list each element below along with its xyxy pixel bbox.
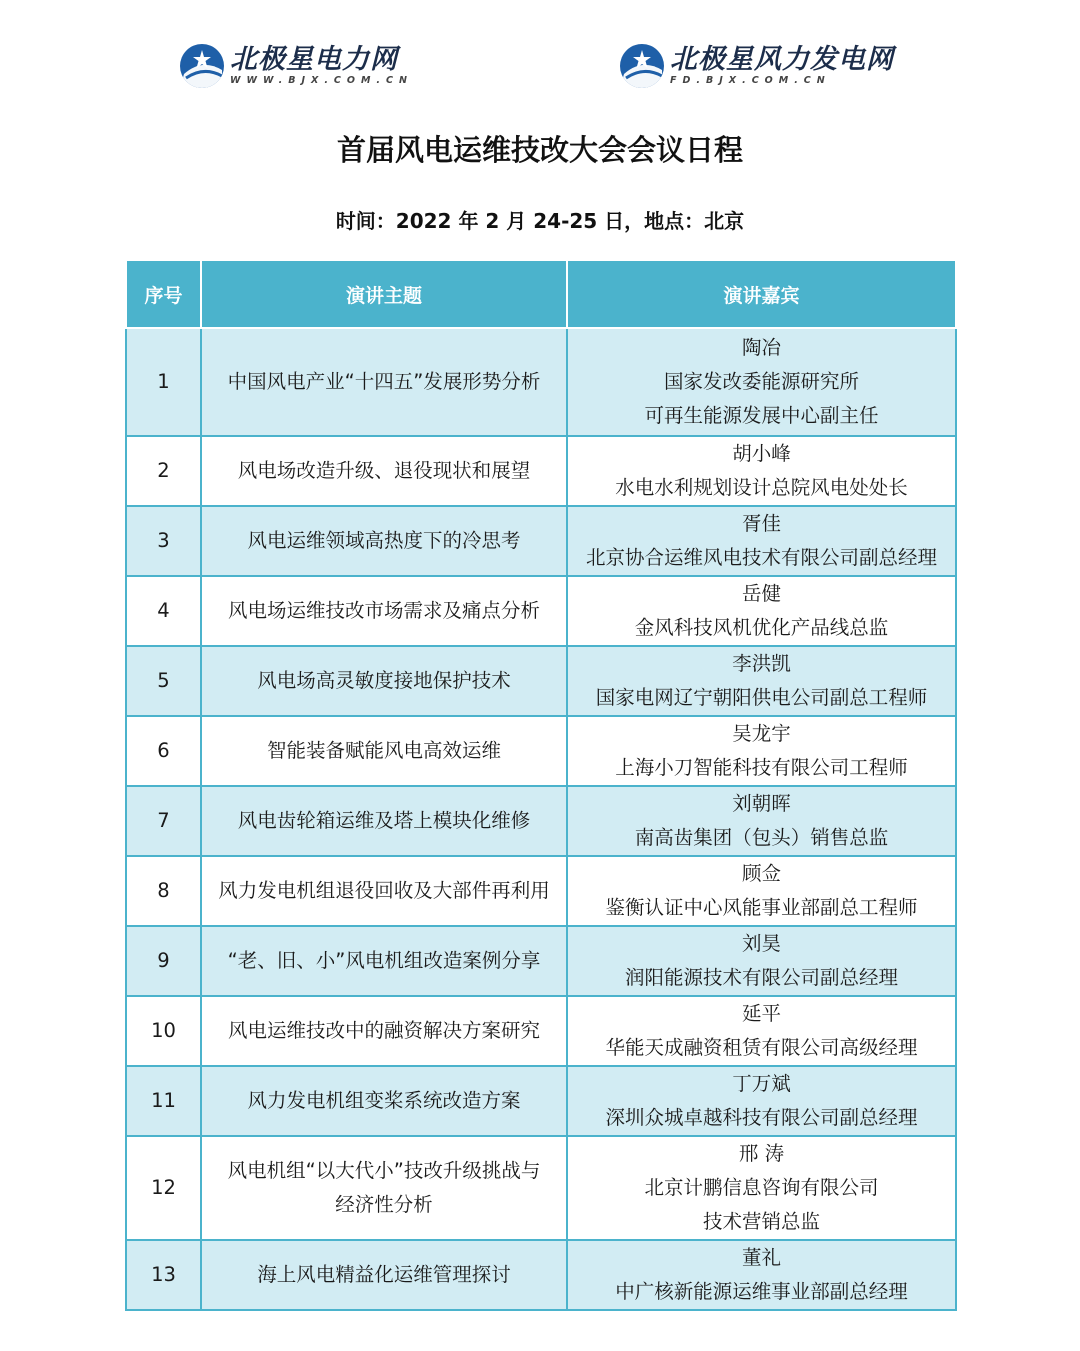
topic-line: 风电场改造升级、退役现状和展望 <box>237 459 531 482</box>
agenda-speaker <box>567 328 956 436</box>
speaker-title-line: 北京计鹏信息咨询有限公司 <box>644 1176 879 1199</box>
agenda-row <box>126 1240 956 1310</box>
agenda-number: 13 <box>126 1240 201 1310</box>
speaker-title-line: 深圳众城卓越科技有限公司副总经理 <box>605 1106 918 1129</box>
agenda-topic <box>201 926 567 996</box>
agenda-row <box>126 646 956 716</box>
star-globe-icon <box>620 44 664 88</box>
agenda-speaker <box>567 856 956 926</box>
speaker-title-line: 华能天成融资租赁有限公司高级经理 <box>605 1036 918 1059</box>
bjx-wind-logo[interactable] <box>620 44 894 88</box>
agenda-topic <box>201 716 567 786</box>
speaker-title-line: 金风科技风机优化产品线总监 <box>634 616 889 639</box>
agenda-row <box>126 926 956 996</box>
agenda-number: 4 <box>126 576 201 646</box>
agenda-row <box>126 436 956 506</box>
topic-line: “老、旧、小”风电机组改造案例分享 <box>227 949 541 972</box>
topic-line: 风力发电机组变桨系统改造方案 <box>247 1089 521 1112</box>
speaker-title-line: 鉴衡认证中心风能事业部副总工程师 <box>605 896 918 919</box>
bjx-logo[interactable] <box>180 44 413 88</box>
topic-line: 风电运维领域高热度下的冷思考 <box>247 529 521 552</box>
topic-line: 风电运维技改中的融资解决方案研究 <box>227 1019 540 1042</box>
speaker-title-line: 可再生能源发展中心副主任 <box>644 404 879 427</box>
speaker-name: 岳健 <box>741 582 781 605</box>
agenda-speaker <box>567 1136 956 1240</box>
agenda-number: 12 <box>126 1136 201 1240</box>
topic-line: 风电机组“以大代小”技改升级挑战与 <box>227 1159 541 1182</box>
agenda-speaker <box>567 436 956 506</box>
speaker-title-line: 上海小刀智能科技有限公司工程师 <box>615 756 908 779</box>
agenda-number: 5 <box>126 646 201 716</box>
speaker-name: 顾佥 <box>741 862 781 885</box>
speaker-title-line: 国家发改委能源研究所 <box>663 370 859 393</box>
speaker-name: 胥佳 <box>741 512 781 535</box>
agenda-header-row <box>126 260 956 328</box>
speaker-title-line: 南高齿集团（包头）销售总监 <box>634 826 889 849</box>
topic-line: 中国风电产业“十四五”发展形势分析 <box>227 370 541 393</box>
agenda-speaker <box>567 996 956 1066</box>
agenda-topic <box>201 786 567 856</box>
topic-line: 风电场高灵敏度接地保护技术 <box>257 669 511 692</box>
agenda-speaker <box>567 1066 956 1136</box>
page-title: 首届风电运维技改大会会议日程 <box>336 133 743 167</box>
agenda-number: 8 <box>126 856 201 926</box>
agenda-speaker <box>567 786 956 856</box>
agenda-topic <box>201 506 567 576</box>
star-globe-icon <box>180 44 224 88</box>
agenda-topic <box>201 576 567 646</box>
agenda-topic <box>201 1136 567 1240</box>
header-speaker: 演讲嘉宾 <box>567 260 956 328</box>
agenda-number: 1 <box>126 328 201 436</box>
agenda-topic <box>201 436 567 506</box>
speaker-name: 延平 <box>741 1002 781 1025</box>
agenda-topic <box>201 1240 567 1310</box>
speaker-name: 丁万斌 <box>732 1072 791 1095</box>
event-time-location: 时间：2022 年 2 月 24-25 日，地点：北京 <box>335 209 745 233</box>
agenda-row <box>126 1066 956 1136</box>
speaker-title-line: 润阳能源技术有限公司副总经理 <box>624 966 898 989</box>
agenda-speaker <box>567 716 956 786</box>
speaker-title-line: 中广核新能源运维事业部副总经理 <box>615 1280 908 1303</box>
header-number: 序号 <box>126 260 201 328</box>
agenda-number: 6 <box>126 716 201 786</box>
agenda-number: 9 <box>126 926 201 996</box>
speaker-name: 董礼 <box>741 1246 781 1269</box>
topic-line: 智能装备赋能风电高效运维 <box>266 739 501 762</box>
speaker-name: 邢 涛 <box>738 1142 785 1165</box>
agenda-topic <box>201 996 567 1066</box>
speaker-title-line: 国家电网辽宁朝阳供电公司副总工程师 <box>595 686 928 709</box>
speaker-name: 李洪凯 <box>732 652 791 675</box>
agenda-topic <box>201 328 567 436</box>
agenda-number: 10 <box>126 996 201 1066</box>
agenda-row <box>126 786 956 856</box>
agenda-topic <box>201 646 567 716</box>
agenda-speaker <box>567 576 956 646</box>
agenda-row <box>126 328 956 436</box>
agenda-row <box>126 996 956 1066</box>
speaker-name: 胡小峰 <box>732 442 791 465</box>
agenda-speaker <box>567 1240 956 1310</box>
topic-line: 海上风电精益化运维管理探讨 <box>257 1263 511 1286</box>
topic-line: 风力发电机组退役回收及大部件再利用 <box>218 879 550 902</box>
agenda-number: 11 <box>126 1066 201 1136</box>
agenda-row <box>126 716 956 786</box>
speaker-name: 吴龙宇 <box>732 722 791 745</box>
agenda-row <box>126 1136 956 1240</box>
topic-line: 经济性分析 <box>335 1193 433 1216</box>
agenda-row <box>126 576 956 646</box>
agenda-speaker <box>567 926 956 996</box>
bjx-logo-url: WWW.BJX.COM.CN <box>230 75 413 87</box>
speaker-title-line: 北京协合运维风电技术有限公司副总经理 <box>585 546 937 569</box>
agenda-row <box>126 856 956 926</box>
speaker-title-line: 水电水利规划设计总院风电处处长 <box>615 476 908 499</box>
speaker-title-line: 技术营销总监 <box>702 1210 820 1233</box>
agenda-speaker <box>567 506 956 576</box>
agenda-row <box>126 506 956 576</box>
agenda-table <box>125 259 957 1311</box>
agenda-number: 2 <box>126 436 201 506</box>
bjx-wind-logo-name: 北极星风力发电网 <box>670 44 894 76</box>
topic-line: 风电场运维技改市场需求及痛点分析 <box>227 599 540 622</box>
bjx-logo-name: 北极星电力网 <box>230 44 398 76</box>
topic-line: 风电齿轮箱运维及塔上模块化维修 <box>237 809 531 832</box>
agenda-number: 3 <box>126 506 201 576</box>
agenda-topic <box>201 1066 567 1136</box>
bjx-wind-logo-url: FD.BJX.COM.CN <box>670 75 831 87</box>
agenda-speaker <box>567 646 956 716</box>
agenda-number: 7 <box>126 786 201 856</box>
agenda-topic <box>201 856 567 926</box>
speaker-name: 刘昊 <box>741 932 781 955</box>
speaker-name: 刘朝晖 <box>732 792 791 815</box>
header-topic: 演讲主题 <box>201 260 567 328</box>
speaker-name: 陶冶 <box>741 336 781 359</box>
